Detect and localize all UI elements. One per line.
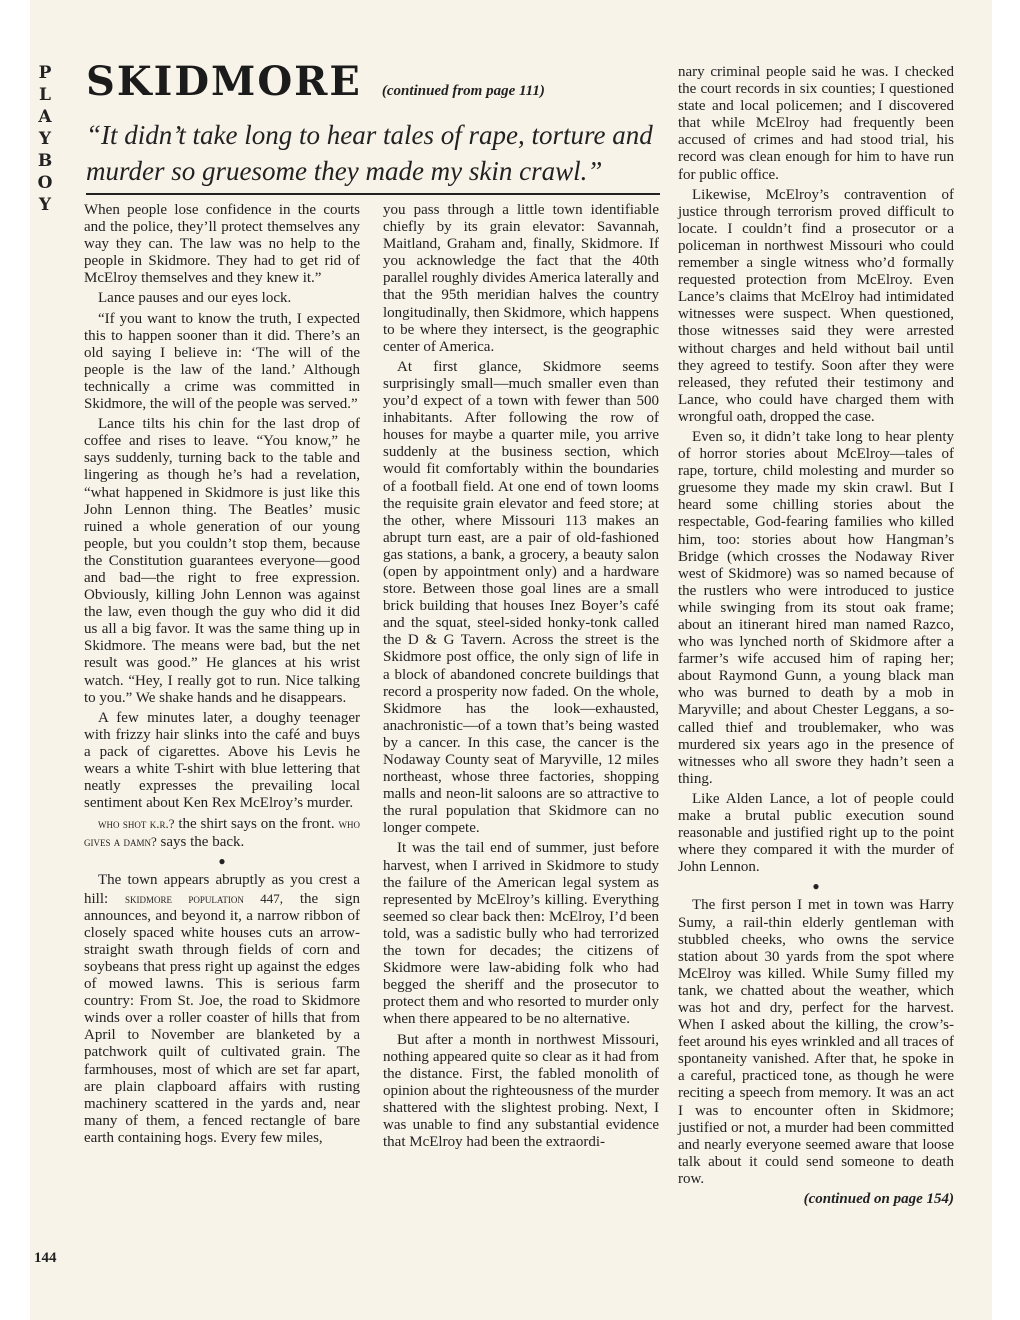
- paragraph: The first person I met in town was Harry Sumy, a rail-thin elderly gentleman with stubbled cheeks, who owns the service station about 30 yards from the spot where McElroy was killed. While Sumy filled my tank, we chatted about the weather, which was hot and dry, perfect for the harvest. When I asked about the killing, the crow’s-feet around his eyes wrinkled and all traces of spontaneity vanished. After that, he spoke in a careful, practiced tone, as though he were reciting a speech from memory. It was an act I was to encounter often in Skidmore; justified or not, a murder had been committed and nearly everyone seemed aware that loose talk about it could send someone to death row.: [678, 897, 954, 1187]
- magazine-name-letter: A: [38, 107, 52, 127]
- paragraph: Lance tilts his chin for the last drop of coffee and rises to leave. “You know,” he says suddenly, turning back to the table and lingering as though he’s had a revelation, “what happened in Skidmore is just like this John Lennon thing. The Beatles’ music ruined a whole generation of our young people, but you couldn’t stop them, because the Constitution guarantees everyone—good and bad—the right to free expression. Obviously, killing John Lennon was against the law, even though the guy who did it did us all a big favor. It was the same thing up in Skidmore. The means were bad, but the net result was good.” He glances at his wrist watch. “Hey, I really got to run. Nice talking to you.” We shake hands and he disappears.: [84, 416, 360, 706]
- paragraph: When people lose confidence in the courts and the police, they’ll protect themselves any way they can. The law was no help to the people in Skidmore. They had to get rid of McElroy themselves and they knew it.”: [84, 202, 360, 287]
- magazine-name-letter: P: [38, 63, 52, 83]
- section-break-bullet: ●: [812, 879, 820, 894]
- magazine-name-letter: Y: [38, 129, 52, 149]
- paragraph: Lance pauses and our eyes lock.: [98, 290, 292, 307]
- paragraph: But after a month in northwest Missouri, nothing appeared quite so clear as it had from the distance. First, the fabled monolith of opinion about the righteousness of the murder shattered with the slightest probing. Next, I was unable to find any substantial evidence that McElroy had been the extraordi-: [383, 1031, 659, 1151]
- paragraph: [84, 872, 360, 1147]
- text-column-2: [383, 202, 659, 1154]
- continued-on-note: (continued on page 154): [803, 1191, 954, 1207]
- pull-quote: “It didn’t take long to hear tales of rape, torture and murder so gruesome they made my skin crawl.”: [86, 120, 653, 186]
- paragraph: Even so, it didn’t take long to hear plenty of horror stories about McElroy—tales of rape, torture, child molesting and murder so gruesome they made my skin crawl. But I heard some chilling stories about the respectable, God-fearing families who killed him, too: stories about how Hangman’s Bridge (which crosses the Nodaway River west of Skidmore) was so named because of the rustlers who were introduced to justice while swinging from its stout oak frame; about an itinerant hired man named Razco, who was lynched north of Skidmore after a farmer’s wife accused him of raping her; about Raymond Gunn, a young black man who was burned to death by a mob in Maryville; and about Chester Leggans, a so-called thief and troublemaker, who was murdered six years ago in the presence of witnesses who all swore they hadn’t seen a thing.: [678, 428, 954, 787]
- magazine-name-vertical: [32, 62, 58, 216]
- text-span: says the back.: [156, 834, 245, 851]
- text-column-1: [84, 202, 360, 1150]
- magazine-name-letter: B: [37, 151, 53, 171]
- paragraph: Likewise, McElroy’s contravention of justice through terrorism proved difficult to locate. I couldn’t find a prosecutor or a policeman in northwest Missouri who could remember a single witness who’d formally requested protection from McElroy. Even Lance’s claims that McElroy had intimidated witnesses were suspect. When questioned, those witnesses said they were arrested without charges and held without bail until they agreed to testify. Soon after they were released, they refuted their testimony and Lance, who could have charged them with wrongful oath, dropped the case.: [678, 186, 954, 425]
- text-span: The town appears abruptly as you crest a hill:: [84, 872, 360, 907]
- section-title: SKIDMORE: [86, 58, 362, 105]
- article-header: [86, 58, 660, 189]
- town-sign-text: skidmore population 447,: [125, 890, 283, 906]
- tshirt-front-text: who shot k.r.?: [98, 816, 175, 832]
- magazine-name-letter: Y: [38, 195, 52, 215]
- paragraph: “If you want to know the truth, I expected this to happen sooner than it did. There’s an old saying I believe in: ‘The will of the people is the law of the land.’ Although technically a crime was committed in Skidmore, the will of the people was served.”: [84, 310, 360, 413]
- text-span: the shirt says on the front.: [174, 816, 339, 833]
- header-rule: [86, 193, 660, 195]
- continued-from-note: (continued from page 111): [381, 83, 545, 99]
- section-title-line: [86, 58, 660, 105]
- paragraph: A few minutes later, a doughy teenager with frizzy hair slinks into the café and buys a pack of cigarettes. Above his Levis he wears a white T-shirt with blue lettering that neatly expresses the prevailing local sentiment about Ken Rex McElroy’s murder.: [84, 709, 360, 812]
- paragraph: It was the tail end of summer, just before harvest, when I arrived in Skidmore to study the failure of the American legal system as represented by McElroy’s killing. Everything seemed so clear back then: McElroy, I’d been told, was a sadistic bully who had terrorized the town for decades; the citizens of Skidmore were law-abiding folk who had begged the sheriff and the prosecutor to protect them and who resorted to murder only when there appeared to be no alternative.: [383, 840, 659, 1028]
- magazine-name-letter: O: [37, 173, 53, 193]
- magazine-name-letter: L: [39, 85, 51, 105]
- paragraph: [84, 815, 360, 851]
- paragraph: nary criminal people said he was. I checked the court records in six counties; I questioned state and local policemen; and I discovered that while McElroy had frequently been accused of crimes and had stood trial, his record was clean enough for him to have run for public office.: [678, 64, 954, 183]
- text-column-3: [678, 64, 954, 1211]
- text-span: the sign announces, and beyond it, a narrow ribbon of closely spaced white houses cuts an arrow-straight swath through fields of corn and soybeans that press right up against the edges of mowed lawns. This is serious farm country: From St. Joe, the road to Skidmore winds over a roller coaster of hills that from April to November are blanketed by a patchwork quilt of cultivated grain. The farmhouses, most of which are set far apart, are plain clapboard affairs with rusting machinery scattered in the yards and, near many of them, a fenced rectangle of bare earth containing hogs. Every few miles,: [84, 890, 360, 1146]
- section-break-bullet: ●: [218, 854, 226, 869]
- page-number: 144: [34, 1250, 57, 1266]
- paragraph: you pass through a little town identifiable chiefly by its grain elevator: Savannah, Maitland, Graham and, finally, Skidmore. If you acknowledge the fact that the 40th parallel roughly divides America laterally and that the 95th meridian halves the country longitudinally, then Skidmore, which happens to be where they intersect, is the geographic center of America.: [383, 202, 659, 355]
- paragraph: At first glance, Skidmore seems surprisingly small—much smaller even than you’d expect of a town with fewer than 500 inhabitants. After following the row of houses for maybe a quarter mile, you arrive suddenly at the business section, which would fit comfortably within the boundaries of a football field. At one end of town looms the requisite grain elevator and feed store; at the other, where Missouri 113 makes an abrupt turn east, are a pair of old-fashioned gas stations, a bank, a grocery, a beauty salon (open by appointment only) and a hardware store. Between those goal lines are a small brick building that houses Inez Boyer’s café and the squat, steel-sided honky-tonk called the D & G Tavern. Across the street is the Skidmore post office, the only sign of life in a block of abandoned concrete buildings that record a prosperity now faded. On the whole, Skidmore has the look—exhausted, anachronistic—of a town that’s being wasted by a cancer. In this case, the cancer is the Nodaway County seat of Maryville, 12 miles northeast, whose three factories, shopping malls and neon-lit saloons are so attractive to the rural population that Skidmore can no longer compete.: [383, 358, 659, 837]
- tshirt-back-text: who gives a damn?: [84, 816, 360, 850]
- paragraph: Like Alden Lance, a lot of people could make a brutal public execution sound reasonable and justified right up to the point where they compared it with the murder of John Lennon.: [678, 790, 954, 876]
